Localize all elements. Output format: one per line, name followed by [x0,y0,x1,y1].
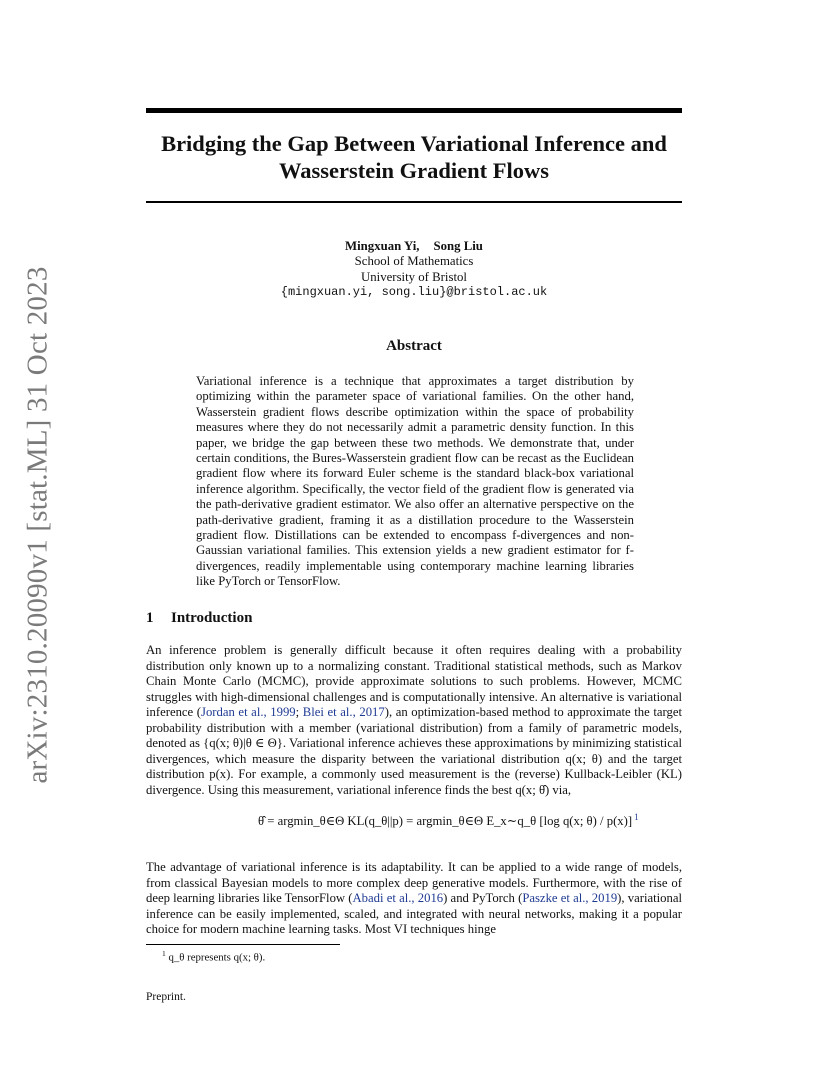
abstract-body: Variational inference is a technique that approximates a target distribution by optimizing within the parameter space of variational families. On the other hand, Wasserstein gradient flows describe optimization within the space of probability measures where they do not necessarily admit a parametric density function. In this paper, we bridge the gap between these two methods. We demonstrate that, under certain conditions, the Bures-Wasserstein gradient flow can be recast as the Euclidean gradient flow where its forward Euler scheme is the standard black-box variational inference algorithm. Specifically, the vector field of the gradient flow is generated via the path-derivative gradient estimator. We also offer an alternative perspective on the path-derivative gradient, framing it as a distillation procedure to the Wasserstein gradient flow. Distillations can be extended to encompass f-divergences and non-Gaussian variational families. This extension yields a new gradient estimator for f-divergences, readily implementable using contemporary machine learning libraries like PyTorch or TensorFlow. [196,374,634,589]
citation-link[interactable]: Jordan et al., 1999 [201,705,296,719]
title-bottom-rule [146,201,682,203]
arxiv-identifier-stamp [14,266,62,784]
abstract-heading: Abstract [386,338,442,354]
intro-p1-text: ), an optimization-based method to approximate the target probability distribution with a member (variational distribution) from a family of parametric models, denoted as {q(x; θ)|θ ∈ Θ}. Variational inference achieves these approximations by minimizing statistical divergences, which measure the disparity between the variational distribution q(x; θ) and the target distribution p(x). For example, a commonly used measurement is the (reverse) Kullback-Leibler (KL) divergence. Using this measurement, variational inference finds the best q(x; θ̂) via, [146,705,683,797]
citation-link[interactable]: Abadi et al., 2016 [352,891,444,905]
intro-p1-text: An inference problem is generally difficult because it often requires dealing with a probability distribution only known up to a normalizing constant. Traditional statistical methods, such as Markov Chain Monte Carlo (MCMC), provide approximate solutions to such problems. However, MCMC struggles with high-dimensional challenges and is computationally intensive. An alternative is variational inference ( [146,643,682,719]
paper-title: Bridging the Gap Between Variational Inference and Wasserstein Gradient Flows [161,131,667,183]
author-names [146,239,682,254]
footnote [162,949,265,964]
author-block [146,239,682,301]
title-top-rule [146,108,682,113]
author-email[interactable]: {mingxuan.yi, song.liu}@bristol.ac.uk [280,285,548,300]
preprint-label: Preprint. [146,991,186,1003]
intro-p2-text: ) and PyTorch ( [443,891,523,905]
author-name: Song Liu [433,239,483,253]
author-name: Mingxuan Yi, [345,239,420,253]
citation-link[interactable]: Paszke et al., 2019 [522,891,618,905]
intro-p2-text: ), variational inference can be easily implemented, scaled, and integrated with neural networks, making it a popular choice for modern machine learning tasks. Most VI techniques hinge [146,891,683,936]
section-heading [146,610,252,627]
intro-paragraph-2 [146,860,682,938]
equation-text: θ̂ = argmin_θ∈Θ KL(q_θ||p) = argmin_θ∈Θ E_x∼q_θ [log q(x; θ) / p(x)] [258,814,633,829]
footnote-rule [146,944,340,945]
kl-objective-equation [258,812,639,829]
intro-paragraph-1 [146,643,682,798]
author-affiliation: School of Mathematics [354,254,474,269]
section-number: 1 [146,610,154,626]
intro-p2-text: The advantage of variational inference is its adaptability. It can be applied to a wide range of models, from classical Bayesian models to more complex deep generative models. Furthermore, with the rise of deep learning libraries like TensorFlow ( [146,860,682,905]
footnote-text: q_θ represents q(x; θ). [168,951,266,964]
citation-link[interactable]: Blei et al., 2017 [302,705,385,719]
section-title: Introduction [171,610,253,626]
arxiv-identifier-text: arXiv:2310.20090v1 [stat.ML] 31 Oct 2023 [21,266,54,784]
footnote-ref-link[interactable]: 1 [634,812,639,822]
footnote-mark: 1 [162,949,166,958]
citation-separator: ; [295,705,303,719]
author-institution: University of Bristol [361,269,467,284]
